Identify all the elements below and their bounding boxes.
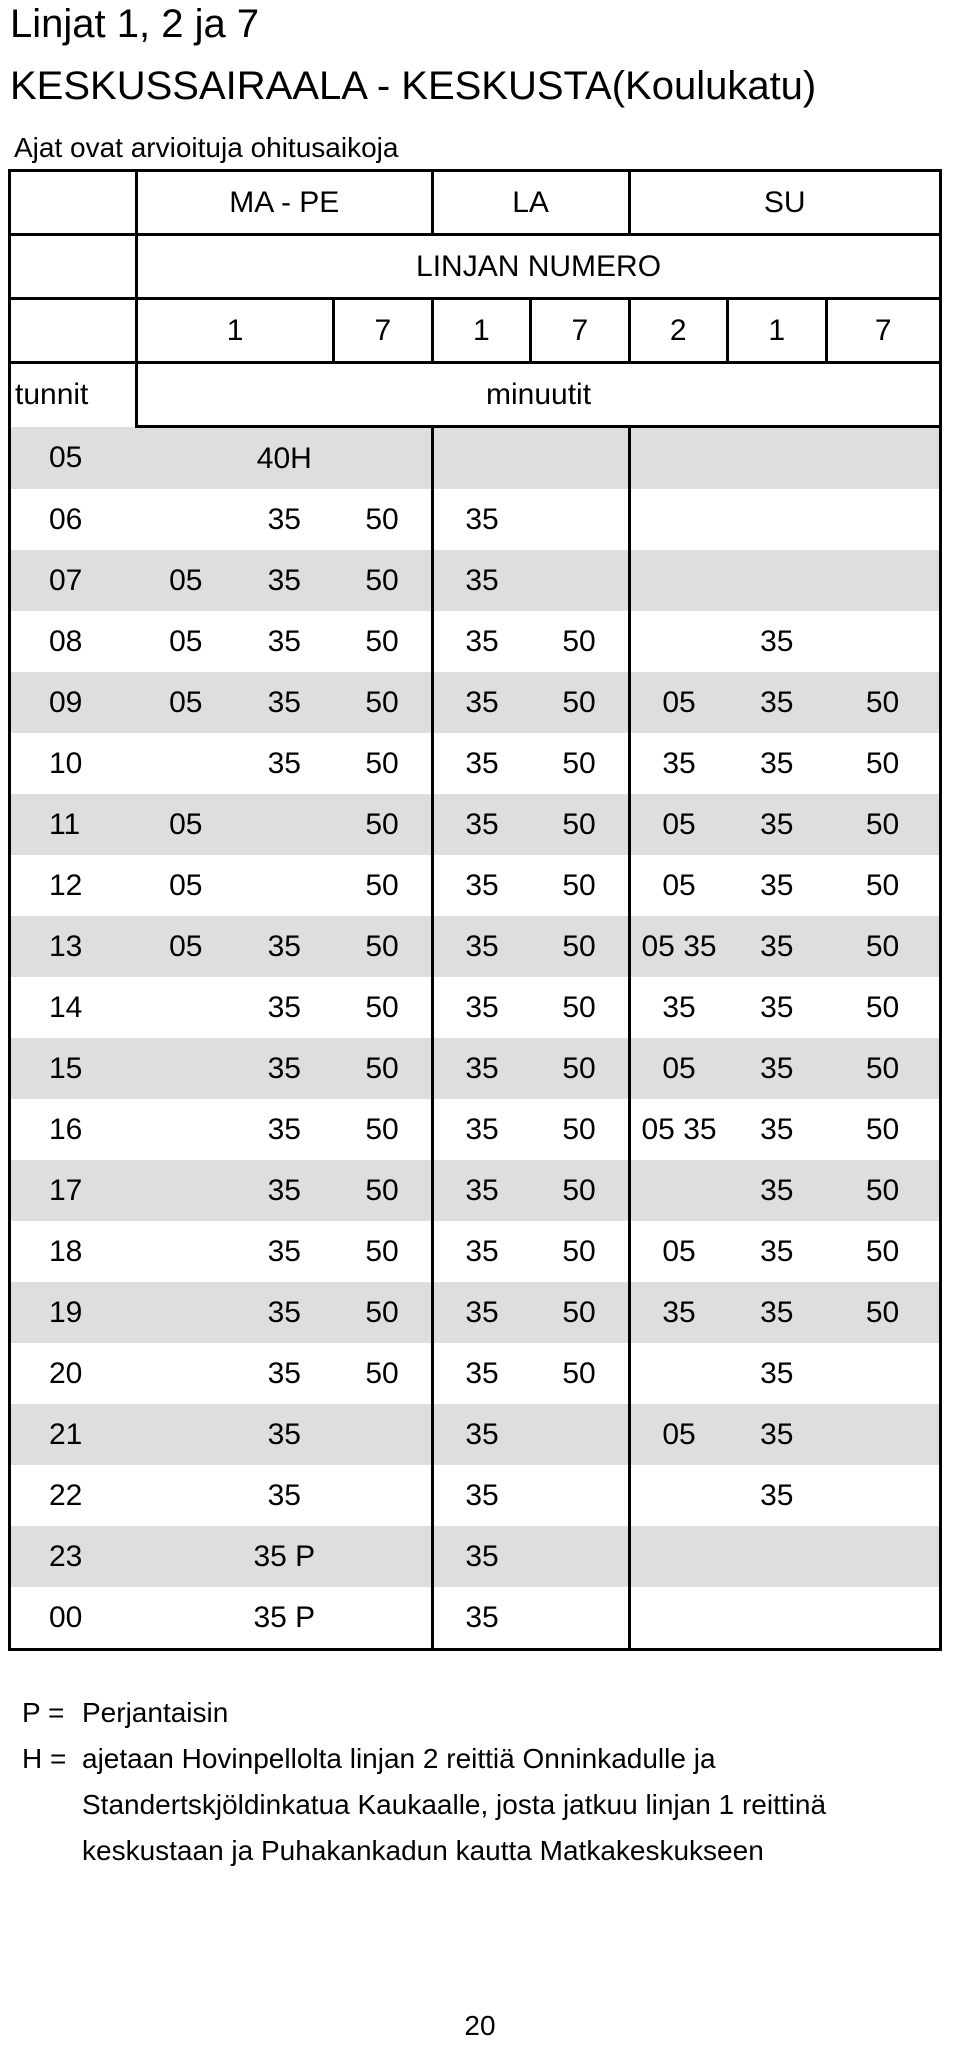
minute-cell: 50: [334, 794, 433, 855]
minute-cell: [137, 1587, 235, 1650]
table-row: [10, 916, 941, 977]
minute-cell: [137, 977, 235, 1038]
minute-cell: 35: [760, 624, 794, 658]
minute-cell: 50: [334, 1038, 433, 1099]
minute-cell: 50: [365, 1356, 399, 1390]
minute-cell: [531, 1404, 630, 1465]
minute-cell: 50: [334, 1282, 433, 1343]
minute-cell: [826, 427, 941, 490]
hour-cell: 12: [10, 855, 137, 916]
line-number: 1: [137, 299, 334, 363]
table-row: [10, 427, 941, 490]
minute-cell: 35: [728, 672, 826, 733]
hour-cell: 00: [10, 1587, 137, 1650]
minute-cell: [629, 1465, 727, 1526]
minute-cell: 35: [432, 550, 530, 611]
minute-cell: 35: [235, 1404, 333, 1465]
minute-cell: 50: [826, 916, 941, 977]
line-number: 2: [629, 299, 727, 363]
minute-cell: 35: [267, 1234, 301, 1268]
hour-cell: 21: [10, 1404, 137, 1465]
daygroup-su: SU: [629, 171, 940, 235]
minute-cell: 35: [760, 1234, 794, 1268]
line-number: 1: [728, 299, 826, 363]
table-row: [10, 1160, 941, 1221]
minute-cell: 05: [629, 1404, 727, 1465]
minute-cell: 35: [432, 1221, 530, 1282]
minute-cell: 35: [235, 916, 333, 977]
minute-cell: [137, 1282, 235, 1343]
minute-cell: 50: [365, 1112, 399, 1146]
minute-cell: 50: [531, 916, 630, 977]
minute-cell: [531, 489, 630, 550]
minute-cell: [826, 1343, 941, 1404]
line-number: 1: [432, 299, 530, 363]
table-row: [10, 855, 941, 916]
minute-cell: 50: [365, 1234, 399, 1268]
hour-cell: 11: [10, 794, 137, 855]
minute-cell: 35: [432, 1282, 530, 1343]
minute-cell: 50: [531, 794, 630, 855]
minute-cell: 50: [562, 1112, 596, 1146]
minute-cell: 35: [432, 916, 530, 977]
minute-cell: 05: [629, 855, 727, 916]
minute-cell: [334, 1404, 433, 1465]
minute-cell: [235, 794, 333, 855]
minute-cell: [531, 427, 630, 490]
minute-cell: 50: [365, 990, 399, 1024]
minute-cell: 50: [531, 1038, 630, 1099]
minute-cell: [826, 489, 941, 550]
minute-cell: 50: [334, 916, 433, 977]
minute-cell: 35: [267, 1112, 301, 1146]
hour-cell: 17: [10, 1160, 137, 1221]
minute-cell: 35: [432, 1587, 530, 1650]
table-row: [10, 1343, 941, 1404]
hour-cell: 15: [10, 1038, 137, 1099]
minute-cell: 35: [629, 977, 727, 1038]
hour-cell: 19: [10, 1282, 137, 1343]
minute-cell: 50: [826, 1099, 941, 1160]
minute-cell: 35: [728, 1038, 826, 1099]
minute-cell: 50: [562, 990, 596, 1024]
minute-cell: 05: [137, 794, 235, 855]
minute-cell: 35: [267, 990, 301, 1024]
route-title: KESKUSSAIRAALA - KESKUSTA(Koulukatu): [10, 64, 817, 108]
minute-cell: 50: [826, 1038, 941, 1099]
table-row: [10, 733, 941, 794]
minute-cell: [137, 427, 235, 490]
minute-cell: 35: [629, 1282, 727, 1343]
minute-cell: [629, 1587, 727, 1650]
minute-cell: 40H: [235, 427, 333, 490]
minute-cell: 35: [267, 746, 301, 780]
minute-cell: 35: [760, 1356, 794, 1390]
page-title: Linjat 1, 2 ja 7: [10, 2, 260, 46]
minute-cell: [137, 733, 235, 794]
minute-cell: [137, 1526, 235, 1587]
minute-cell: 50: [826, 1221, 941, 1282]
minute-cell: 35: [728, 1160, 826, 1221]
minute-cell: 35: [235, 550, 333, 611]
minute-cell: [728, 550, 826, 611]
minute-cell: 35: [432, 1038, 530, 1099]
table-row: [10, 1282, 941, 1343]
minute-cell: [728, 489, 826, 550]
minute-cell: 50: [334, 672, 433, 733]
legend-item: Standertskjöldinkatua Kaukaalle, josta jatkuu linjan 1 reittinä: [82, 1789, 827, 1820]
hour-cell: 23: [10, 1526, 137, 1587]
minute-cell: 35: [728, 1282, 826, 1343]
table-row: [10, 1526, 941, 1587]
minute-cell: [728, 1526, 826, 1587]
line-number: 7: [334, 299, 433, 363]
minute-cell: 35: [235, 1160, 333, 1221]
table-row: [10, 489, 941, 550]
minute-cell: [137, 1343, 235, 1404]
minute-cell: [334, 427, 433, 490]
minute-cell: [629, 1526, 727, 1587]
minute-cell: 50: [562, 1356, 596, 1390]
minute-cell: 50: [531, 672, 630, 733]
minute-cell: 05: [629, 794, 727, 855]
table-row: [10, 977, 941, 1038]
table-row: [10, 794, 941, 855]
minute-cell: 35: [432, 672, 530, 733]
daygroup-la: LA: [432, 171, 629, 235]
minute-cell: 05 35: [629, 916, 727, 977]
minute-cell: 35: [432, 1526, 530, 1587]
minute-cell: [629, 489, 727, 550]
minute-cell: 50: [562, 624, 596, 658]
minute-cell: 50: [562, 746, 596, 780]
minute-cell: [728, 427, 826, 490]
minute-cell: [137, 1099, 235, 1160]
minute-cell: 05: [629, 1038, 727, 1099]
hour-cell: 16: [10, 1099, 137, 1160]
table-row: [10, 1404, 941, 1465]
table-row: [10, 1221, 941, 1282]
hour-cell: 10: [10, 733, 137, 794]
minute-cell: 35: [629, 733, 727, 794]
minute-cell: 50: [826, 855, 941, 916]
minute-cell: [728, 1587, 826, 1650]
minute-cell: 35: [267, 1478, 301, 1512]
minute-cell: 50: [562, 1234, 596, 1268]
minute-cell: 50: [334, 550, 433, 611]
minute-cell: [826, 550, 941, 611]
hour-cell: 07: [10, 550, 137, 611]
minute-cell: [531, 1465, 630, 1526]
minute-cell: 35: [432, 611, 530, 672]
minute-cell: [137, 1221, 235, 1282]
hour-cell: 09: [10, 672, 137, 733]
minute-cell: 50: [334, 1160, 433, 1221]
minute-cell: 05: [137, 672, 235, 733]
table-row: [10, 1465, 941, 1526]
legend-item: H = ajetaan Hovinpellolta linjan 2 reittiä Onninkadulle ja: [22, 1743, 716, 1774]
minute-cell: [826, 1587, 941, 1650]
table-row: [10, 672, 941, 733]
minute-cell: 35: [760, 1112, 794, 1146]
minute-cell: 50: [826, 1160, 941, 1221]
legend: [22, 1690, 826, 1874]
minute-cell: [629, 1343, 727, 1404]
subtitle: Ajat ovat arvioituja ohitusaikoja: [14, 132, 399, 163]
minute-cell: 35: [267, 624, 301, 658]
minute-cell: 05: [137, 550, 235, 611]
minute-cell: 35: [235, 672, 333, 733]
minute-cell: 35 P: [235, 1526, 333, 1587]
minute-cell: [334, 1587, 433, 1650]
minute-cell: [137, 1465, 235, 1526]
minute-cell: [629, 550, 727, 611]
minute-cell: 35: [267, 502, 301, 536]
daygroup-mape: MA - PE: [137, 171, 432, 235]
minutes-label: minuutit: [137, 363, 941, 427]
minute-cell: [826, 1526, 941, 1587]
minute-cell: 50: [826, 672, 941, 733]
minute-cell: 50: [365, 502, 399, 536]
minute-cell: [334, 1465, 433, 1526]
minute-cell: [137, 1160, 235, 1221]
minute-cell: 35 P: [235, 1587, 333, 1650]
minute-cell: 35: [432, 1404, 530, 1465]
hour-cell: 20: [10, 1343, 137, 1404]
minute-cell: [334, 1526, 433, 1587]
table-row: [10, 1038, 941, 1099]
hour-cell: 06: [10, 489, 137, 550]
minute-cell: [629, 1160, 727, 1221]
minute-cell: 35: [760, 990, 794, 1024]
minute-cell: [826, 1404, 941, 1465]
minute-cell: 35: [728, 916, 826, 977]
table-row: [10, 1587, 941, 1650]
table-row: [10, 550, 941, 611]
minute-cell: 50: [562, 868, 596, 902]
hours-label: tunnit: [10, 363, 137, 427]
minute-cell: 35: [760, 1478, 794, 1512]
minute-cell: 05: [169, 868, 203, 902]
minute-cell: 05: [629, 1221, 727, 1282]
minute-cell: 35: [432, 794, 530, 855]
minute-cell: [629, 611, 727, 672]
line-number-caption: LINJAN NUMERO: [137, 235, 941, 299]
legend-item: P = Perjantaisin: [22, 1697, 229, 1728]
minute-cell: 35: [267, 1356, 301, 1390]
minute-cell: [629, 427, 727, 490]
hour-cell: 14: [10, 977, 137, 1038]
minute-cell: [531, 1526, 630, 1587]
hour-cell: 22: [10, 1465, 137, 1526]
minute-cell: 35: [235, 1282, 333, 1343]
hour-cell: 18: [10, 1221, 137, 1282]
minute-cell: 50: [365, 624, 399, 658]
minute-cell: 50: [365, 746, 399, 780]
minute-cell: 05: [137, 916, 235, 977]
timetable: [8, 169, 942, 1651]
hour-cell: 05: [10, 427, 137, 490]
line-number: 7: [826, 299, 941, 363]
minute-cell: 35: [760, 746, 794, 780]
minute-cell: [137, 1404, 235, 1465]
timetable-rows: [10, 427, 941, 1650]
minute-cell: 50: [826, 977, 941, 1038]
minute-cell: 35: [432, 977, 530, 1038]
minute-cell: 35: [432, 855, 530, 916]
table-row: [10, 611, 941, 672]
minute-cell: 35: [235, 1038, 333, 1099]
minute-cell: [137, 489, 235, 550]
minute-cell: 50: [826, 1282, 941, 1343]
minute-cell: 35: [760, 868, 794, 902]
minute-cell: 35: [432, 1343, 530, 1404]
minute-cell: [826, 611, 941, 672]
legend-item: keskustaan ja Puhakankadun kautta Matkakeskukseen: [82, 1835, 764, 1866]
line-number: 7: [531, 299, 630, 363]
minute-cell: 50: [826, 794, 941, 855]
minute-cell: 35: [728, 794, 826, 855]
hour-cell: 08: [10, 611, 137, 672]
minute-cell: 35: [432, 489, 530, 550]
minute-cell: 50: [826, 733, 941, 794]
minute-cell: 35: [432, 1465, 530, 1526]
minute-cell: 50: [531, 1282, 630, 1343]
minute-cell: 50: [531, 1160, 630, 1221]
minute-cell: [531, 550, 630, 611]
minute-cell: 05: [169, 624, 203, 658]
minute-cell: 05 35: [629, 1099, 727, 1160]
minute-cell: 50: [365, 868, 399, 902]
minute-cell: [432, 427, 530, 490]
minute-cell: [826, 1465, 941, 1526]
minute-cell: 35: [432, 733, 530, 794]
minute-cell: [531, 1587, 630, 1650]
minute-cell: [235, 855, 333, 916]
minute-cell: 05: [629, 672, 727, 733]
minute-cell: 35: [728, 1404, 826, 1465]
minute-cell: 35: [432, 1099, 530, 1160]
hour-cell: 13: [10, 916, 137, 977]
minute-cell: 35: [432, 1160, 530, 1221]
minute-cell: [137, 1038, 235, 1099]
table-row: [10, 1099, 941, 1160]
page-number: 20: [464, 2010, 496, 2041]
